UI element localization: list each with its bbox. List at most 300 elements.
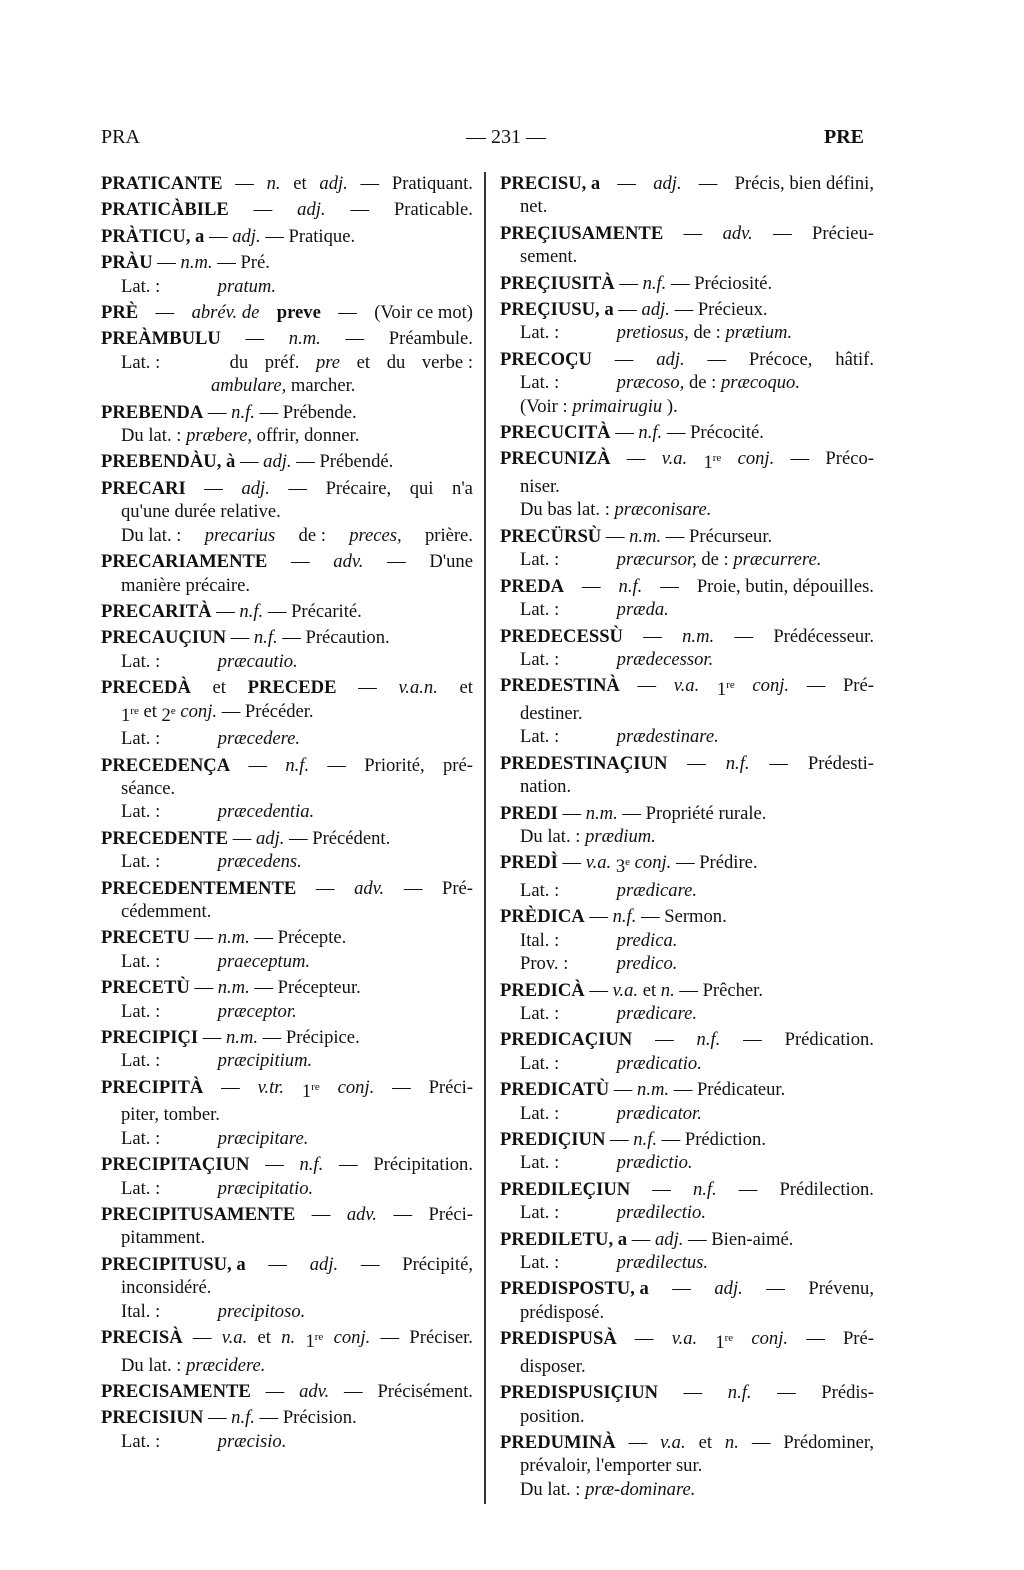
italic-text: præ-dominare. bbox=[585, 1478, 696, 1500]
entry-headline bbox=[500, 525, 874, 548]
headword: PRECIPITUSAMENTE bbox=[101, 1204, 296, 1226]
entry-subline bbox=[500, 1405, 874, 1428]
text: Du lat. : bbox=[121, 524, 182, 546]
headword: PRECISAMENTE bbox=[101, 1381, 251, 1403]
italic-text: adj. bbox=[714, 1278, 743, 1300]
italic-text: preces, bbox=[349, 524, 402, 546]
text: — bbox=[387, 551, 406, 573]
text: — bbox=[265, 225, 284, 247]
ordinal-group bbox=[121, 700, 139, 728]
text: Précieux. bbox=[697, 299, 768, 321]
dictionary-entry bbox=[500, 1431, 874, 1501]
text: Prévenu, bbox=[808, 1278, 874, 1300]
headword: PRECEDENÇA bbox=[101, 754, 231, 776]
italic-text: n. bbox=[281, 1327, 296, 1349]
italic-text: n.f. bbox=[633, 1129, 658, 1150]
italic-text: adj. bbox=[309, 1253, 339, 1275]
italic-text: prædicator. bbox=[616, 1102, 702, 1124]
text: — bbox=[655, 1029, 674, 1051]
italic-text: n.f. bbox=[285, 754, 310, 776]
text: — bbox=[806, 1328, 825, 1350]
ordinal-group bbox=[616, 851, 630, 879]
text: de : bbox=[688, 372, 717, 394]
headword: PRECISU, a bbox=[500, 173, 601, 194]
text: Préciser. bbox=[409, 1327, 473, 1349]
entry-headline bbox=[101, 327, 473, 350]
text: et bbox=[143, 700, 157, 722]
entry-headline bbox=[500, 447, 874, 475]
text: prévaloir, l'emporter sur. bbox=[520, 1455, 703, 1477]
headword: PREDÌ bbox=[500, 852, 558, 874]
text: — bbox=[738, 1178, 758, 1200]
entry-headline bbox=[101, 827, 473, 850]
italic-text: adv. bbox=[299, 1381, 330, 1403]
entry-headline bbox=[101, 926, 473, 949]
italic-text: adj. bbox=[656, 348, 685, 370]
italic-text: prædilectio. bbox=[616, 1202, 706, 1224]
text: 3 bbox=[615, 856, 626, 878]
dictionary-entry bbox=[101, 976, 473, 1023]
italic-text: prædictio. bbox=[616, 1152, 693, 1174]
dictionary-entry bbox=[500, 979, 874, 1026]
entry-headline bbox=[500, 752, 874, 775]
text: 1 bbox=[301, 1081, 312, 1102]
entry-subline bbox=[101, 800, 473, 823]
entry-subline bbox=[101, 1354, 473, 1377]
text: Pratiquant. bbox=[391, 173, 473, 194]
text: niser. bbox=[520, 476, 560, 498]
entry-subline bbox=[101, 1103, 473, 1126]
text: — bbox=[634, 1328, 654, 1350]
etymology-label: Prov. : bbox=[520, 953, 569, 975]
etymology-label: Lat. : bbox=[121, 275, 161, 297]
entry-headline bbox=[500, 1078, 874, 1101]
entry-headline bbox=[500, 1381, 874, 1404]
italic-text: n.f. bbox=[692, 1178, 717, 1200]
column-divider bbox=[484, 172, 486, 1504]
entry-subline bbox=[101, 650, 473, 673]
text: Prébende. bbox=[282, 401, 357, 423]
text: — bbox=[338, 1154, 358, 1176]
italic-text: conj. bbox=[751, 1328, 789, 1350]
header-guide-word-left: PRA bbox=[101, 126, 140, 148]
text: Précaution. bbox=[305, 627, 390, 649]
text: — bbox=[194, 977, 214, 999]
text: — bbox=[344, 1381, 363, 1403]
entry-subline bbox=[101, 777, 473, 800]
text: Pré- bbox=[842, 1328, 874, 1350]
text: — bbox=[392, 1076, 411, 1098]
etymology-label: Lat. : bbox=[520, 879, 560, 901]
headword: PREDIÇIUN bbox=[500, 1129, 606, 1150]
text: de : bbox=[298, 524, 326, 546]
text: 1 bbox=[715, 1332, 725, 1354]
left-column bbox=[101, 172, 473, 1456]
entry-subline bbox=[500, 598, 874, 621]
etymology-label: Lat. : bbox=[121, 650, 161, 672]
italic-text: conj. bbox=[180, 700, 218, 722]
text: qu'une durée relative. bbox=[121, 501, 281, 523]
italic-text: v.a. bbox=[671, 1328, 698, 1350]
text: — bbox=[790, 448, 810, 470]
italic-text: adv. bbox=[333, 551, 364, 573]
italic-text: predico. bbox=[616, 953, 678, 975]
dictionary-entry bbox=[101, 1026, 473, 1073]
text: Prédominer, bbox=[783, 1432, 874, 1454]
text: et bbox=[642, 979, 657, 1001]
etymology-label: Ital. : bbox=[520, 929, 560, 951]
etymology-label: Lat. : bbox=[520, 1202, 560, 1224]
text: Précisément. bbox=[377, 1381, 473, 1403]
italic-text: præcedentia. bbox=[217, 801, 315, 823]
text: qui bbox=[409, 477, 434, 499]
entry-subline bbox=[500, 702, 874, 725]
text: Précarité. bbox=[291, 600, 362, 622]
text: — bbox=[262, 1027, 282, 1048]
text: Préambule. bbox=[388, 328, 473, 350]
text: du bbox=[386, 351, 406, 373]
headword: preve bbox=[276, 302, 321, 324]
italic-text: prætium. bbox=[725, 322, 793, 344]
text: — bbox=[674, 299, 694, 321]
text: — bbox=[687, 752, 706, 774]
text: — bbox=[641, 906, 660, 928]
page-header bbox=[0, 126, 1024, 156]
text: — bbox=[673, 1079, 693, 1101]
italic-text: n.f. bbox=[725, 752, 750, 774]
italic-text: n.f. bbox=[239, 600, 264, 622]
entry-headline bbox=[500, 1228, 874, 1251]
text: Pratique. bbox=[288, 225, 356, 247]
dictionary-entry bbox=[500, 348, 874, 418]
entry-subline bbox=[500, 475, 874, 498]
entry-subline bbox=[500, 1052, 874, 1075]
entry-subline bbox=[101, 424, 473, 447]
italic-text: adj. bbox=[297, 199, 326, 221]
italic-text: præcidere. bbox=[186, 1354, 266, 1376]
italic-text: præcipitatio. bbox=[217, 1177, 314, 1199]
entry-headline bbox=[101, 626, 473, 649]
text: pitamment. bbox=[121, 1227, 206, 1249]
italic-text: præcautio. bbox=[217, 650, 298, 672]
entry-headline bbox=[500, 1327, 874, 1355]
text: — bbox=[268, 1253, 287, 1275]
entry-subline bbox=[500, 1454, 874, 1477]
text: — bbox=[248, 754, 268, 776]
entry-subline bbox=[500, 395, 874, 418]
etymology-label: Lat. : bbox=[520, 322, 560, 344]
text: Précipité, bbox=[402, 1253, 473, 1275]
italic-text: n.f. bbox=[618, 575, 643, 597]
text: — bbox=[291, 551, 310, 573]
dictionary-entry bbox=[500, 802, 874, 849]
superscript: re bbox=[311, 1080, 320, 1093]
text: — bbox=[670, 272, 690, 294]
dictionary-entry bbox=[500, 575, 874, 622]
entry-subline bbox=[101, 1276, 473, 1299]
italic-text: prædestinare. bbox=[616, 726, 719, 748]
text: — bbox=[631, 1228, 651, 1250]
superscript: re bbox=[712, 452, 722, 465]
text: prière. bbox=[424, 524, 473, 546]
italic-text: n. bbox=[660, 979, 675, 1001]
etymology-label: Lat. : bbox=[121, 1177, 161, 1199]
text: — bbox=[235, 173, 254, 194]
italic-text: precarius bbox=[204, 524, 276, 546]
italic-text: n.f. bbox=[727, 1382, 752, 1404]
etymology-label: Ital. : bbox=[121, 1300, 161, 1322]
italic-text: præcipitium. bbox=[217, 1050, 313, 1072]
italic-text: adj. bbox=[263, 451, 292, 473]
etymology-label: Lat. : bbox=[121, 801, 161, 823]
text: — bbox=[338, 302, 357, 324]
entry-headline bbox=[101, 301, 473, 324]
headword: PREÇIUSU, a bbox=[500, 299, 614, 321]
entry-headline bbox=[101, 600, 473, 623]
text: Prébendé. bbox=[319, 451, 394, 473]
italic-text: præcursor, bbox=[616, 549, 697, 571]
text: Prédire. bbox=[699, 852, 758, 874]
dictionary-entry bbox=[500, 1028, 874, 1075]
dictionary-entry bbox=[101, 626, 473, 673]
text: — bbox=[618, 299, 637, 321]
headword: PRECOÇU bbox=[500, 348, 592, 370]
text: — bbox=[254, 977, 273, 999]
etymology-label: Lat. : bbox=[520, 1252, 560, 1274]
text: Prédécesseur. bbox=[773, 625, 874, 647]
dictionary-entry bbox=[500, 1327, 874, 1378]
entry-headline bbox=[500, 905, 874, 928]
entry-subline bbox=[101, 1177, 473, 1200]
headword: PREDICATÙ bbox=[500, 1079, 610, 1101]
text: Précéder. bbox=[244, 700, 314, 722]
text: — bbox=[239, 451, 259, 473]
entry-subline bbox=[500, 371, 874, 394]
text: — bbox=[265, 1381, 285, 1403]
text: — bbox=[345, 328, 365, 350]
superscript: e bbox=[625, 856, 631, 869]
entry-subline bbox=[500, 195, 874, 218]
text: Propriété rurale. bbox=[645, 802, 767, 824]
text: Préci- bbox=[428, 1076, 473, 1098]
text: — bbox=[652, 1178, 671, 1200]
italic-text: predica. bbox=[616, 929, 678, 951]
headword: PRECEDE bbox=[247, 677, 337, 699]
text: — bbox=[806, 675, 826, 697]
header-guide-word-right: PRE bbox=[824, 126, 864, 148]
headword: PRECARI bbox=[101, 477, 186, 499]
text: et bbox=[459, 677, 473, 699]
text: — bbox=[661, 1129, 681, 1150]
text: — bbox=[614, 348, 634, 370]
text: Préci- bbox=[428, 1204, 473, 1226]
entry-subline bbox=[500, 1355, 874, 1378]
entry-headline bbox=[101, 450, 473, 473]
headword: PRECIPITÀ bbox=[101, 1076, 204, 1098]
text: net. bbox=[520, 196, 548, 218]
dictionary-entry bbox=[500, 1078, 874, 1125]
entry-subline bbox=[101, 1049, 473, 1072]
text: pré- bbox=[443, 754, 473, 776]
italic-text: præcoso, bbox=[616, 372, 685, 394]
entry-headline bbox=[101, 225, 473, 248]
text: inconsidéré. bbox=[121, 1277, 212, 1299]
entry-subline bbox=[101, 524, 473, 547]
headword: PRECISIUN bbox=[101, 1407, 204, 1429]
text: — bbox=[267, 600, 287, 622]
etymology-label: Lat. : bbox=[520, 1152, 560, 1174]
headword: PRECARITÀ bbox=[101, 600, 212, 622]
text: — bbox=[666, 422, 686, 444]
text: — bbox=[403, 877, 423, 899]
entry-subline bbox=[101, 850, 473, 873]
entry-subline bbox=[500, 321, 874, 344]
text: — bbox=[207, 401, 227, 423]
text: Prêcher. bbox=[702, 979, 763, 1001]
dictionary-entry bbox=[101, 676, 473, 750]
text: et bbox=[356, 351, 371, 373]
text: ). bbox=[666, 395, 678, 417]
headword: PRÈ bbox=[101, 302, 139, 324]
text: de : bbox=[693, 322, 721, 344]
italic-text: v.tr. bbox=[257, 1076, 285, 1098]
entry-subline bbox=[101, 500, 473, 523]
text: Prédication. bbox=[784, 1029, 874, 1051]
entry-subline bbox=[101, 1127, 473, 1150]
italic-text: conj. bbox=[752, 675, 790, 697]
dictionary-entry bbox=[101, 225, 473, 248]
text: offrir, bbox=[256, 425, 300, 447]
entry-subline bbox=[101, 351, 473, 374]
text: — bbox=[194, 927, 214, 949]
entry-subline bbox=[500, 1002, 874, 1025]
text: séance. bbox=[121, 777, 176, 799]
dictionary-entry bbox=[101, 1253, 473, 1323]
entry-headline bbox=[101, 1203, 473, 1226]
text: de : bbox=[701, 549, 729, 571]
text: du bbox=[229, 351, 249, 373]
headword: PRECISÀ bbox=[101, 1327, 183, 1349]
dictionary-entry bbox=[101, 1203, 473, 1250]
italic-text: n.m. bbox=[217, 977, 250, 999]
etymology-label: Lat. : bbox=[121, 1000, 161, 1022]
text: — bbox=[315, 877, 335, 899]
text: — bbox=[679, 979, 698, 1001]
headword: PRECÜRSÙ bbox=[500, 525, 602, 547]
entry-headline bbox=[101, 198, 473, 221]
headword: PREBENDÀU, à bbox=[101, 451, 236, 473]
text: (Voir : bbox=[520, 395, 568, 417]
italic-text: v.a. bbox=[221, 1327, 248, 1349]
italic-text: n.m. bbox=[217, 927, 250, 949]
text: — bbox=[380, 1327, 400, 1349]
entry-headline bbox=[101, 1076, 473, 1104]
text: — bbox=[773, 222, 792, 244]
italic-text: n.f. bbox=[231, 401, 255, 423]
dictionary-entry bbox=[500, 905, 874, 975]
text: — bbox=[311, 1204, 331, 1226]
superscript: re bbox=[724, 1332, 734, 1345]
text: — bbox=[254, 927, 273, 949]
entry-subline bbox=[500, 775, 874, 798]
dictionary-entry bbox=[500, 1228, 874, 1275]
text: Sermon. bbox=[664, 906, 727, 928]
italic-text: pretiosus, bbox=[616, 322, 689, 344]
text: Proie, butin, dépouilles. bbox=[696, 575, 874, 597]
italic-text: v.a. bbox=[585, 852, 612, 874]
dictionary-entry bbox=[101, 877, 473, 924]
text: n'a bbox=[452, 477, 473, 499]
etymology-label: Lat. : bbox=[121, 851, 161, 873]
dictionary-entry bbox=[500, 1178, 874, 1225]
entry-subline bbox=[500, 648, 874, 671]
italic-text: adj. bbox=[641, 299, 670, 321]
italic-text: n.f. bbox=[231, 1407, 255, 1429]
text: Pré. bbox=[240, 252, 270, 274]
dictionary-entry bbox=[500, 752, 874, 799]
text: nation. bbox=[520, 776, 572, 798]
entry-subline bbox=[101, 574, 473, 597]
text: — bbox=[350, 199, 370, 221]
etymology-label: Lat. : bbox=[520, 648, 560, 670]
text: — bbox=[562, 802, 582, 824]
text: — bbox=[613, 1079, 633, 1101]
text: Précédent. bbox=[312, 827, 391, 849]
dictionary-entry bbox=[500, 222, 874, 269]
right-column bbox=[500, 172, 874, 1504]
entry-subline bbox=[500, 952, 874, 975]
text: — bbox=[622, 802, 641, 824]
entry-subline bbox=[101, 1300, 473, 1323]
text: Précurseur. bbox=[689, 525, 773, 547]
text: — bbox=[265, 1154, 284, 1176]
text: Pré- bbox=[842, 675, 874, 697]
italic-text: n.f. bbox=[612, 906, 637, 928]
entry-headline bbox=[101, 1326, 473, 1354]
text: — bbox=[207, 1407, 227, 1429]
entry-subline bbox=[500, 1251, 874, 1274]
italic-text: adj. bbox=[654, 1228, 684, 1250]
headword: PREÇIUSITÀ bbox=[500, 272, 615, 294]
text: Précocité. bbox=[690, 422, 764, 444]
text: — bbox=[698, 173, 718, 194]
italic-text: adv. bbox=[354, 877, 385, 899]
entry-headline bbox=[500, 421, 874, 444]
text: — bbox=[589, 979, 608, 1001]
etymology-label: Lat. : bbox=[121, 728, 161, 750]
entry-headline bbox=[500, 1028, 874, 1051]
dictionary-entry bbox=[101, 198, 473, 221]
headword: PREDA bbox=[500, 575, 565, 597]
text: Du bas lat. : bbox=[520, 499, 610, 521]
entry-subline bbox=[101, 950, 473, 973]
headword: PREDICÀ bbox=[500, 979, 585, 1001]
text: — bbox=[358, 677, 377, 699]
text: — bbox=[245, 328, 265, 350]
entry-headline bbox=[101, 1253, 473, 1276]
italic-text: praeceptum. bbox=[217, 950, 311, 972]
text: Du lat. : bbox=[121, 1354, 182, 1376]
text: Prédicateur. bbox=[696, 1079, 786, 1101]
text: — bbox=[683, 1382, 703, 1404]
italic-text: v.a.n. bbox=[398, 677, 438, 699]
italic-text: prædicatio. bbox=[616, 1052, 702, 1074]
dictionary-entry bbox=[101, 477, 473, 547]
text: Pré- bbox=[442, 877, 473, 899]
text: — bbox=[766, 1278, 785, 1300]
italic-text: adj. bbox=[653, 173, 682, 194]
dictionary-entry bbox=[101, 827, 473, 874]
